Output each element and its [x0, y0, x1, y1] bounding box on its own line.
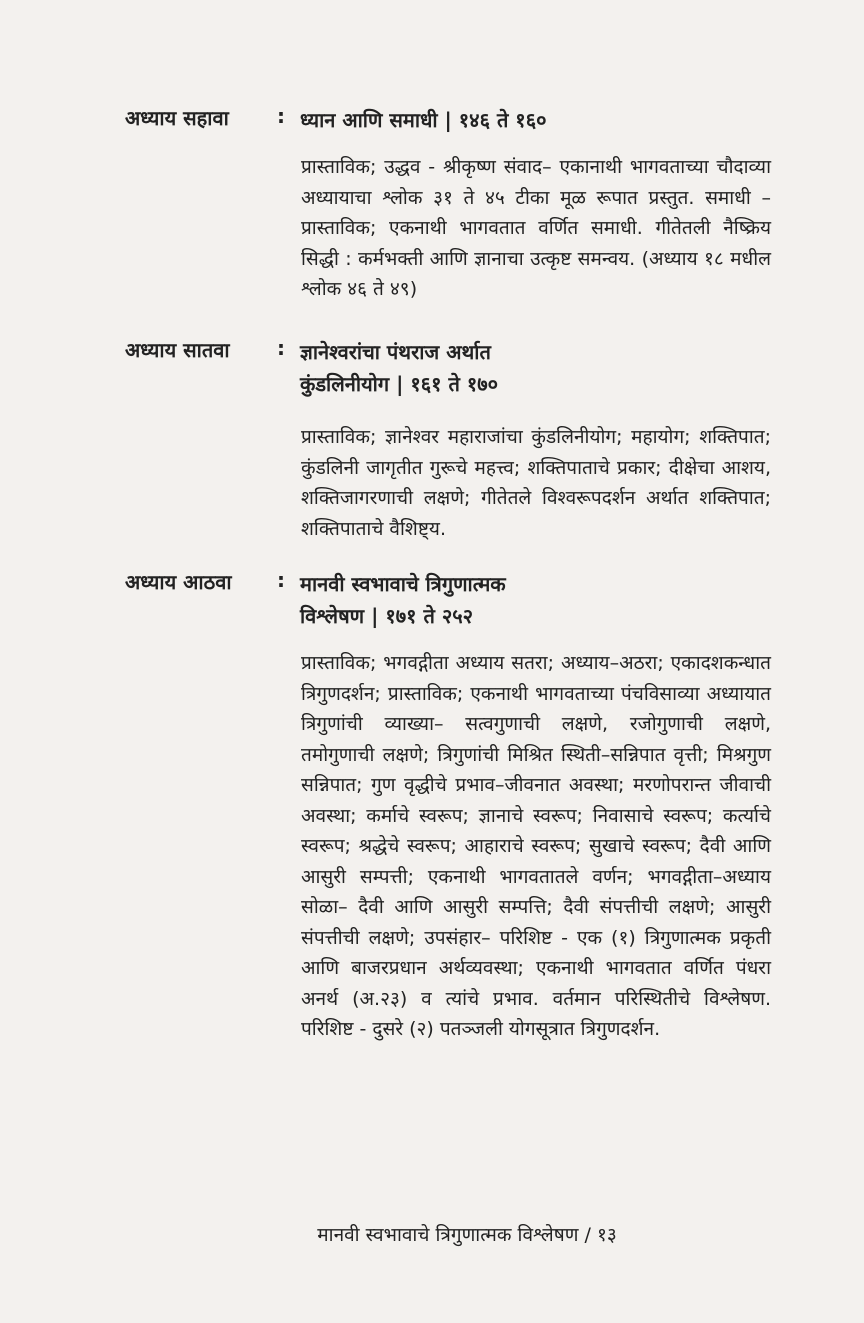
chapter-title — [300, 568, 800, 632]
chapter-8 — [0, 568, 864, 1040]
chapter-label: अध्याय सहावा — [125, 106, 229, 130]
chapter-6-heading — [0, 104, 864, 140]
chapter-title-line: विश्लेषण | १७१ ते २५२ — [300, 604, 474, 628]
chapter-title — [300, 336, 800, 400]
chapter-title-line: मानवी स्वभावाचे त्रिगुणात्मक — [300, 572, 506, 596]
chapter-6-summary: प्रास्ताविक; उद्धव - श्रीकृष्ण संवाद– एकानाथी भागवताच्या चौदाव्या अध्यायाचा श्लोक ३१ ते ४५ टीका मूळ रूपात प्रस्तुत. समाधी – प्रास्ताविक; एकनाथी भागवतात वर्णित समाधी. गीतेतली नैष्क्रिय सिद्धी : कर्मभक्ती आणि ज्ञानाचा उत्कृष्ट समन्वय. (अध्याय १८ मधील श्लोक ४६ ते ४९) — [301, 156, 771, 300]
page-footer — [0, 1221, 864, 1247]
chapter-title-line: कुंडलिनीयोग | १६१ ते १७० — [300, 372, 499, 396]
chapter-8-heading — [0, 568, 864, 628]
footer-text: मानवी स्वभावाचे त्रिगुणात्मक विश्लेषण / १३ — [317, 1224, 617, 1246]
chapter-7-heading — [0, 336, 864, 396]
chapter-colon: : — [277, 104, 285, 128]
chapter-title — [300, 104, 800, 136]
chapter-colon: : — [277, 336, 285, 360]
chapter-title-line: ध्यान आणि समाधी | १४६ ते १६० — [300, 108, 547, 132]
chapter-label: अध्याय सातवा — [125, 338, 230, 362]
chapter-label: अध्याय आठवा — [125, 570, 232, 594]
chapter-title-line: ज्ञानेश्वरांचा पंथराज अर्थात — [300, 340, 491, 364]
chapter-7 — [0, 336, 864, 540]
chapter-7-summary: प्रास्ताविक; ज्ञानेश्वर महाराजांचा कुंडलिनीयोग; महायोग; शक्तिपात; कुंडलिनी जागृतीत गुरूचे महत्त्व; शक्तिपाताचे प्रकार; दीक्षेचा आशय, शक्तिजागरणाची लक्षणे; गीतेतले विश्वरूपदर्शन अर्थात शक्तिपात; शक्तिपाताचे वैशिष्ट्य. — [301, 426, 771, 540]
chapter-colon: : — [277, 568, 285, 592]
chapter-8-summary: प्रास्ताविक; भगवद्गीता अध्याय सतरा; अध्याय–अठरा; एकादशकन्धात त्रिगुणदर्शन; प्रास्ताविक; एकनाथी भागवताच्या पंचविसाव्या अध्यायात त्रिगुणांची व्याख्या– सत्वगुणाची लक्षणे, रजोगुणाची लक्षणे, तमोगुणाची लक्षणे; त्रिगुणांची मिश्रित स्थिती–सन्निपात वृत्ती; मिश्रगुण सन्निपात; गुण वृद्धीचे प्रभाव–जीवनात अवस्था; मरणोपरान्त जीवाची अवस्था; कर्माचे स्वरूप; ज्ञानाचे स्वरूप; निवासाचे स्वरूप; कर्त्याचे स्वरूप; श्रद्धेचे स्वरूप; आहाराचे स्वरूप; सुखाचे स्वरूप; दैवी आणि आसुरी सम्पत्ती; एकनाथी भागवतातले वर्णन; भगवद्गीता–अध्याय सोळा– दैवी आणि आसुरी सम्पत्ति; दैवी संपत्तीची लक्षणे; आसुरी संपत्तीची लक्षणे; उपसंहार– परिशिष्ट - एक (१) त्रिगुणात्मक प्रकृती आणि बाजरप्रधान अर्थव्यवस्था; एकनाथी भागवतात वर्णित पंधरा अनर्थ (अ.२३) व त्यांचे प्रभाव. वर्तमान परिस्थितीचे विश्लेषण. परिशिष्ट - दुसरे (२) पतञ्जली योगसूत्रात त्रिगुणदर्शन. — [301, 652, 771, 1040]
chapter-6 — [0, 104, 864, 300]
